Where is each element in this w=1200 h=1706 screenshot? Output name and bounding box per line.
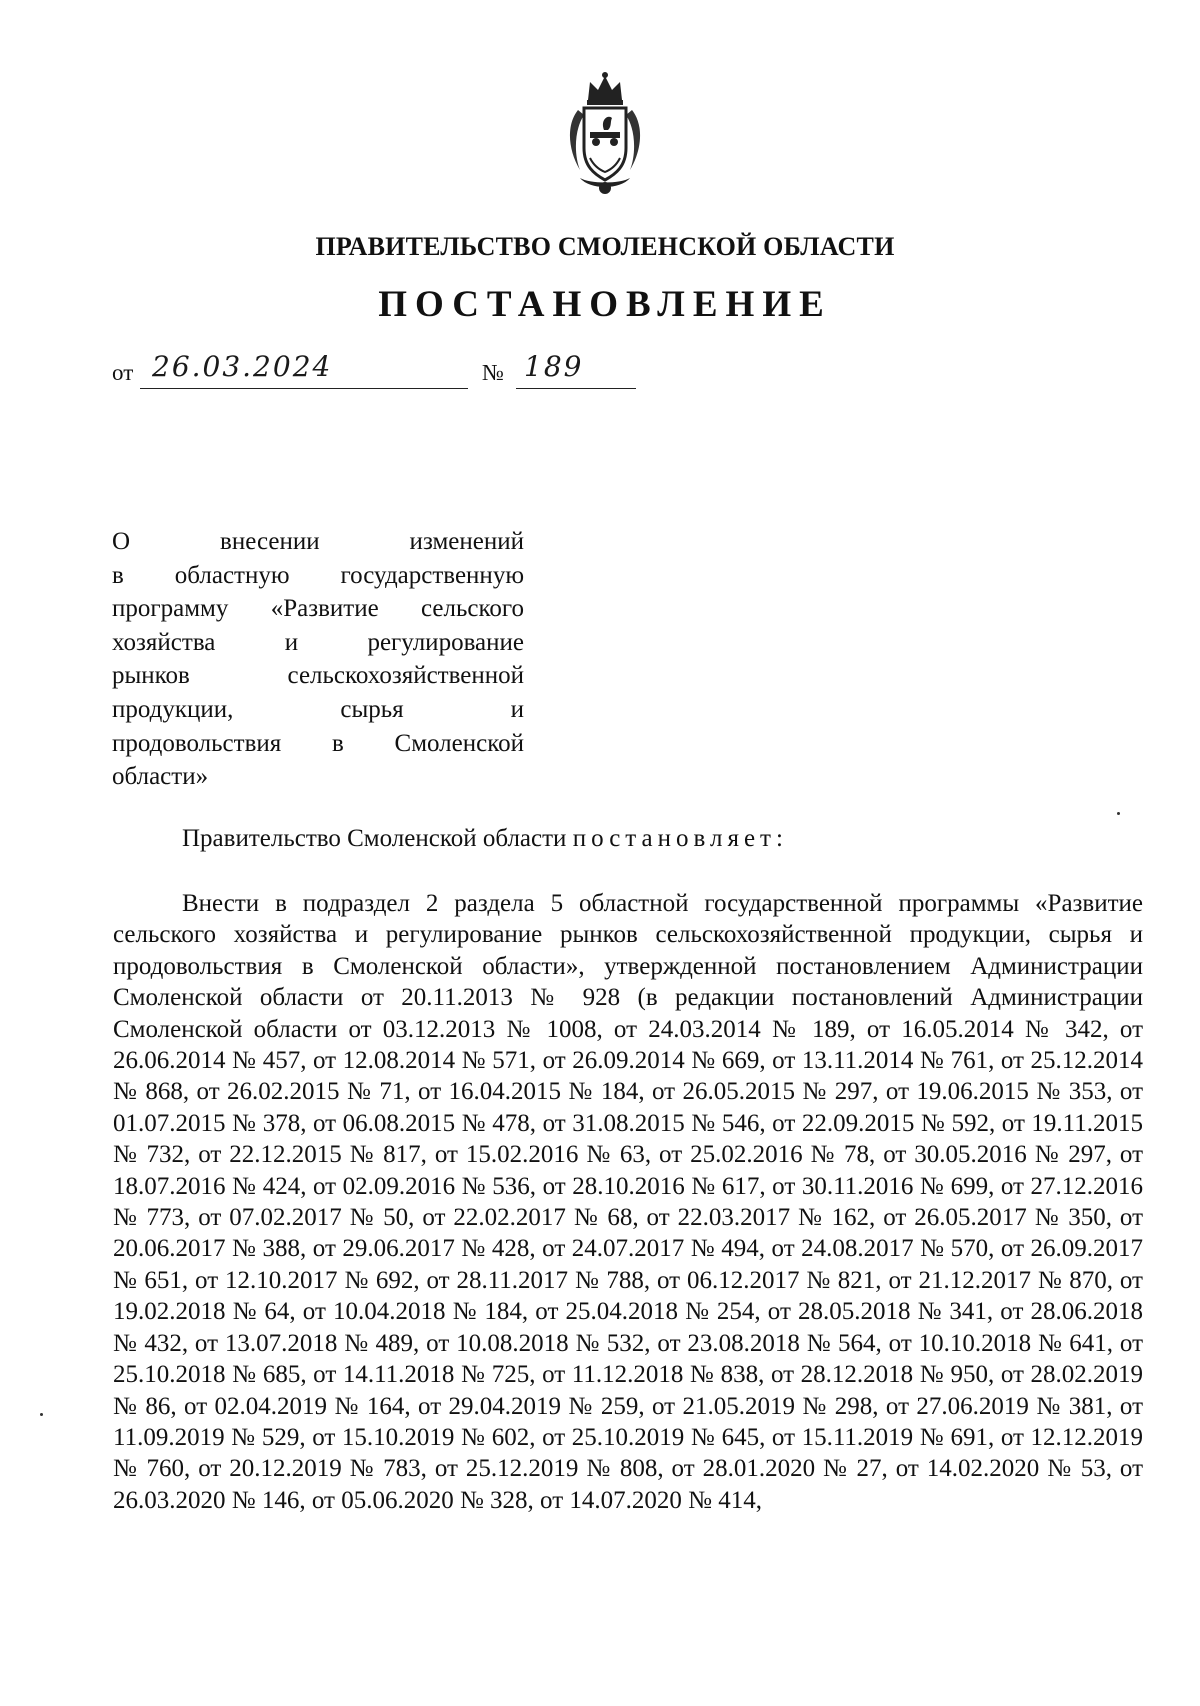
subject-line: продовольствия в Смоленской (112, 729, 524, 757)
date-label: от (112, 360, 134, 385)
handwritten-date: 26.03.2024 (152, 350, 333, 383)
registration-line (112, 350, 584, 388)
scan-speck (1117, 812, 1120, 815)
date-underline (140, 388, 468, 389)
preamble-text: Правительство Смоленской области (182, 825, 573, 852)
document-subject (112, 525, 524, 794)
subject-line: области» (112, 763, 209, 791)
preamble (182, 825, 788, 853)
body-paragraph: Внести в подраздел 2 раздела 5 областной государственной программы «Развитие сельского хозяйства и регулирование рынков сельскохозяйственной продукции, сырья и продовольствия в Смоленской области», утвержденной постановлением Администрации Смоленской области от 20.11.2013 № 928 (в редакции постановлений Администрации Смоленской области от 03.12.2013 № 1008, от 24.03.2014 № 189, от 16.05.2014 № 342, от 26.06.2014 № 457, от 12.08.2014 № 571, от 26.09.2014 № 669, от 13.11.2014 № 761, от 25.12.2014 № 868, от 26.02.2015 № 71, от 16.04.2015 № 184, от 26.05.2015 № 297, от 19.06.2015 № 353, от 01.07.2015 № 378, от 06.08.2015 № 478, от 31.08.2015 № 546, от 22.09.2015 № 592, от 19.11.2015 № 732, от 22.12.2015 № 817, от 15.02.2016 № 63, от 25.02.2016 № 78, от 30.05.2016 № 297, от 18.07.2016 № 424, от 02.09.2016 № 536, от 28.10.2016 № 617, от 30.11.2016 № 699, от 27.12.2016 № 773, от 07.02.2017 № 50, от 22.02.2017 № 68, от 22.03.2017 № 162, от 26.05.2017 № 350, от 20.06.2017 № 388, от 29.06.2017 № 428, от 24.07.2017 № 494, от 24.08.2017 № 570, от 26.09.2017 № 651, от 12.10.2017 № 692, от 28.11.2017 № 788, от 06.12.2017 № 821, от 21.12.2017 № 870, от 19.02.2018 № 64, от 10.04.2018 № 184, от 25.04.2018 № 254, от 28.05.2018 № 341, от 28.06.2018 № 432, от 13.07.2018 № 489, от 10.08.2018 № 532, от 23.08.2018 № 564, от 10.10.2018 № 641, от 25.10.2018 № 685, от 14.11.2018 № 725, от 11.12.2018 № 838, от 28.12.2018 № 950, от 28.02.2019 № 86, от 02.04.2019 № 164, от 29.04.2019 № 259, от 21.05.2019 № 298, от 27.06.2019 № 381, от 11.09.2019 № 529, от 15.10.2019 № 602, от 25.10.2019 № 645, от 15.11.2019 № 691, от 12.12.2019 № 760, от 20.12.2019 № 783, от 25.12.2019 № 808, от 28.01.2020 № 27, от 14.02.2020 № 53, от 26.03.2020 № 146, от 05.06.2020 № 328, от 14.07.2020 № 414, (113, 890, 1143, 1514)
coat-of-arms-icon (560, 70, 650, 200)
subject-line: хозяйства и регулирование (112, 628, 524, 656)
document-type: ПОСТАНОВЛЕНИЕ (378, 284, 832, 325)
subject-line: продукции, сырья и (112, 695, 524, 723)
government-name: ПРАВИТЕЛЬСТВО СМОЛЕНСКОЙ ОБЛАСТИ (315, 232, 895, 261)
subject-line: О внесении изменений (112, 528, 524, 555)
preamble-resolves: постановляет: (572, 825, 788, 852)
number-underline (516, 388, 636, 389)
subject-line: в областную государственную (112, 561, 524, 589)
scan-speck (40, 1413, 43, 1416)
handwritten-number: 189 (524, 350, 584, 383)
number-label: № (482, 360, 504, 385)
subject-line: рынков сельскохозяйственной (112, 662, 524, 690)
subject-line: программу «Развитие сельского (112, 595, 524, 623)
